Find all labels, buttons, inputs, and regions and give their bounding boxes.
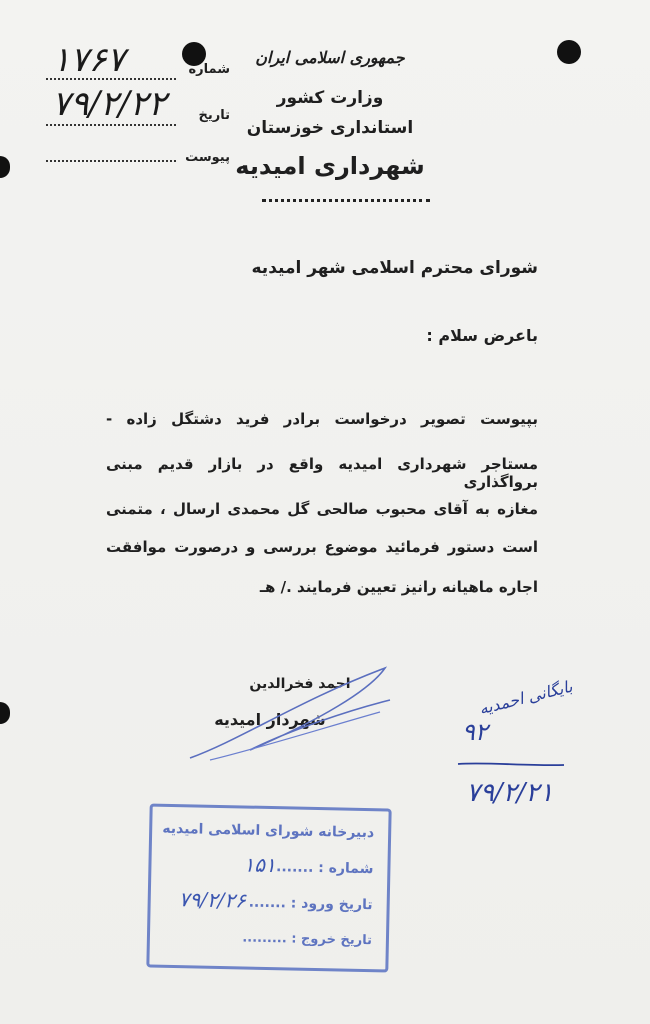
- number-label: شماره: [188, 62, 230, 77]
- secretariat-stamp: [146, 803, 391, 972]
- punch-hole-right: [557, 40, 581, 64]
- attachment-line: [46, 160, 176, 162]
- attachment-label: پیوست: [185, 150, 230, 165]
- header-province: استانداری خوزستان: [246, 118, 414, 138]
- header-divider: [262, 199, 430, 202]
- header-ministry: وزارت کشور: [276, 88, 384, 108]
- header-republic: جمهوری اسلامی ایران: [255, 48, 405, 67]
- handwritten-underline: [456, 760, 566, 770]
- stamp-entry-value: ۷۹/۲/۲۶: [178, 887, 247, 913]
- archive-number: ۹۲: [462, 718, 488, 746]
- stamp-number-value: ۱۵۱: [243, 852, 276, 878]
- number-value: ۱۷۶۷: [52, 40, 126, 80]
- date-line: [46, 124, 176, 126]
- archive-date: ۷۹/۲/۲۱: [466, 778, 554, 808]
- header-municipality: شهرداری امیدیه: [235, 152, 425, 180]
- salutation: شورای محترم اسلامی شهر امیدیه: [251, 258, 538, 278]
- stamp-exit-label: تاریخ خروج : .........: [242, 930, 373, 949]
- stamp-title: دبیرخانه شورای اسلامی امیدیه: [162, 820, 375, 842]
- signer-name: احمد فخرالدین: [249, 676, 351, 692]
- greeting: باعرض سلام :: [426, 326, 538, 345]
- body-line: بپیوست تصویر درخواست برادر فرید دشتگل زاده -: [106, 410, 538, 428]
- signer-title: شهردار امیدیه: [214, 710, 326, 729]
- body-line: مغازه به آقای محبوب صالحی گل محمدی ارسال ، متمنی: [106, 500, 538, 518]
- edge-mark-top: [0, 156, 10, 178]
- stamp-entry-label: تاریخ ورود : .......: [248, 894, 373, 914]
- date-label: تاریخ: [198, 108, 230, 123]
- signature-scribble: [180, 660, 400, 770]
- body-line: است دستور فرمائید موضوع بررسی و درصورت موافقت: [106, 538, 538, 556]
- body-line: اجاره ماهیانه رانیز تعیین فرمایند ./ هـ: [259, 578, 538, 596]
- number-line: [46, 78, 176, 80]
- edge-mark-bottom: [0, 702, 10, 724]
- date-value: ۷۹/۲/۲۲: [52, 84, 167, 124]
- stamp-number-label: شماره : .......: [275, 859, 374, 878]
- body-line: مستاجر شهرداری امیدیه واقع در بازار قدیم مبنی برواگذاری: [106, 455, 538, 491]
- archive-note: بایگانی احمدیه: [477, 676, 575, 719]
